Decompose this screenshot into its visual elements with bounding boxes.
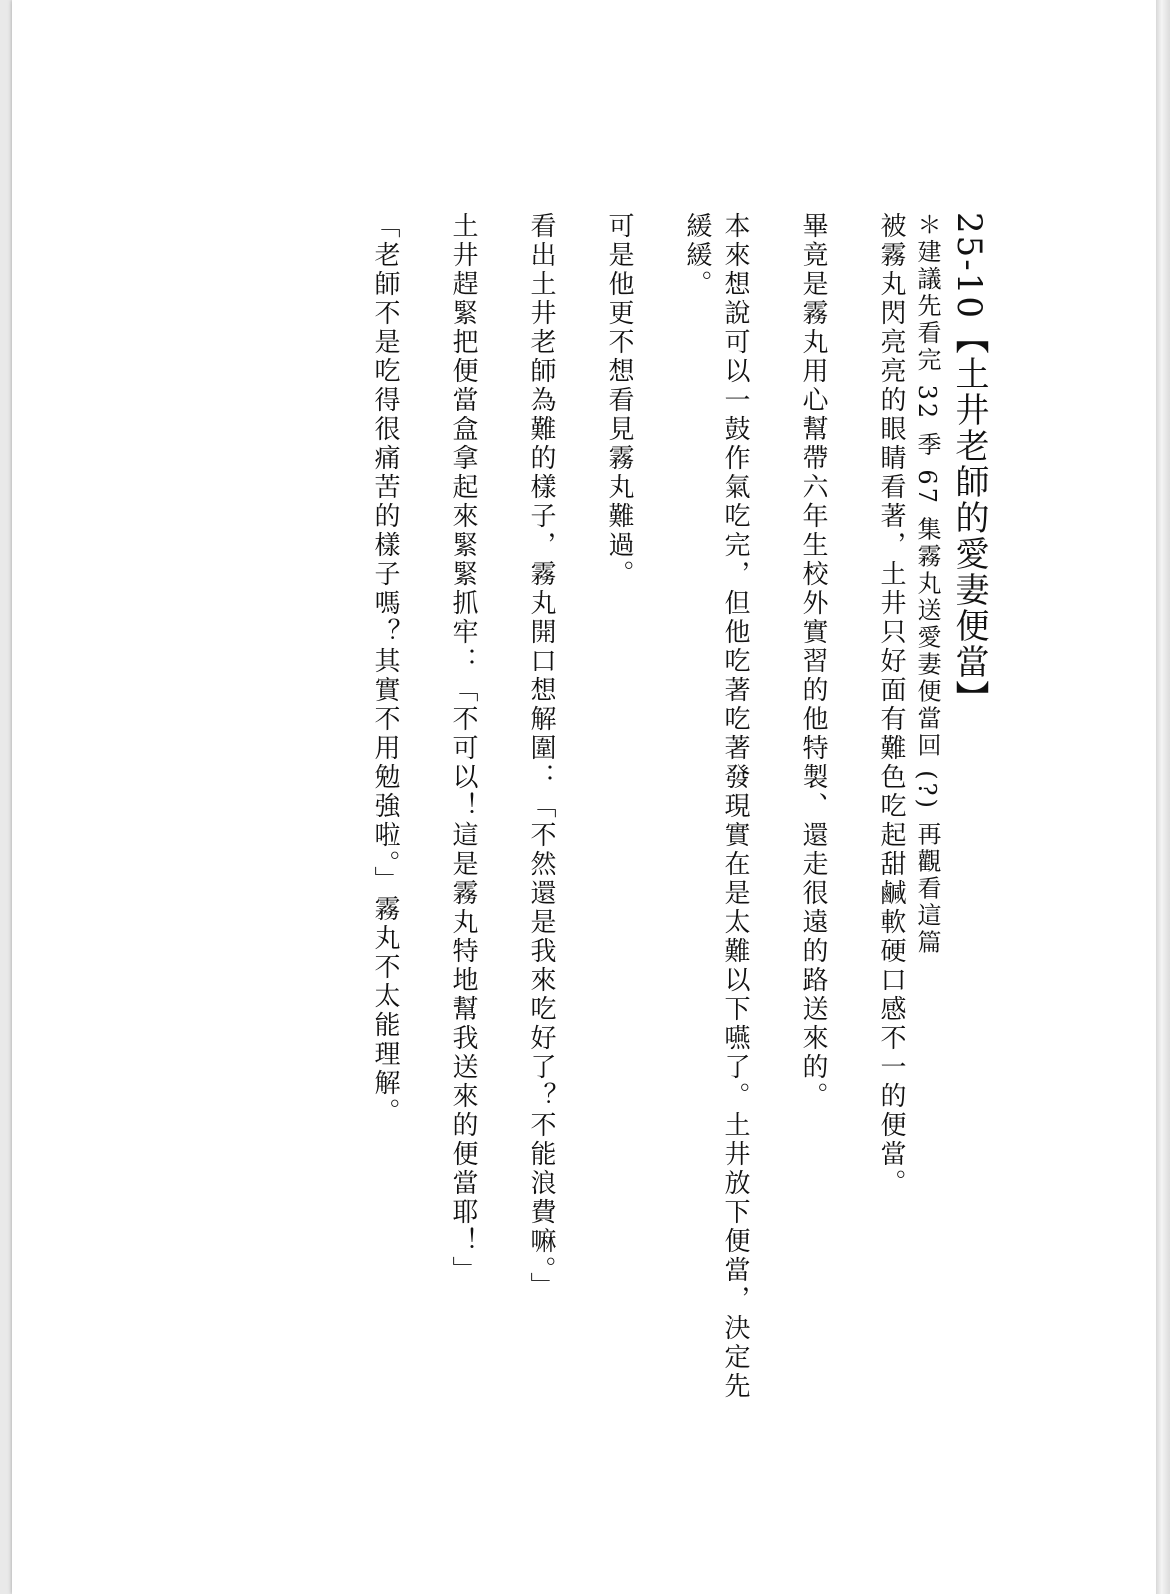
page-edge (1156, 0, 1170, 1594)
vertical-text-block (366, 212, 990, 1412)
book-page (12, 0, 1158, 1594)
paragraph-7: 「老師不是吃得很痛苦的樣子嗎？其實不用勉強啦。」霧丸不太能理解。 (370, 212, 400, 1127)
paragraph-4: 可是他更不想看見霧丸難過。 (604, 212, 634, 589)
paragraph-2: 畢竟是霧丸用心幫帶六年生校外實習的他特製、還走很遠的路送來的。 (798, 212, 828, 1111)
paragraph-6: 土井趕緊把便當盒拿起來緊緊抓牢：「不可以！這是霧丸特地幫我送來的便當耶！」 (448, 212, 478, 1285)
paragraph-3: 本來想說可以一鼓作氣吃完，但他吃著吃著發現實在是太難以下嚥了。土井放下便當，決定先緩緩。 (682, 212, 750, 1401)
chapter-title: 25-10【土井老師的愛妻便當】 (949, 212, 989, 717)
reading-note: ＊建議先看完 32 季 67 集霧丸送愛妻便當回 (?) 再觀看這篇 (913, 212, 941, 957)
paragraph-5: 看出土井老師為難的樣子，霧丸開口想解圍：「不然還是我來吃好了？不能浪費嘛。」 (526, 212, 556, 1301)
paragraph-1: 被霧丸閃亮亮的眼睛看著，土井只好面有難色吃起甜鹹軟硬口感不一的便當。 (876, 212, 906, 1198)
